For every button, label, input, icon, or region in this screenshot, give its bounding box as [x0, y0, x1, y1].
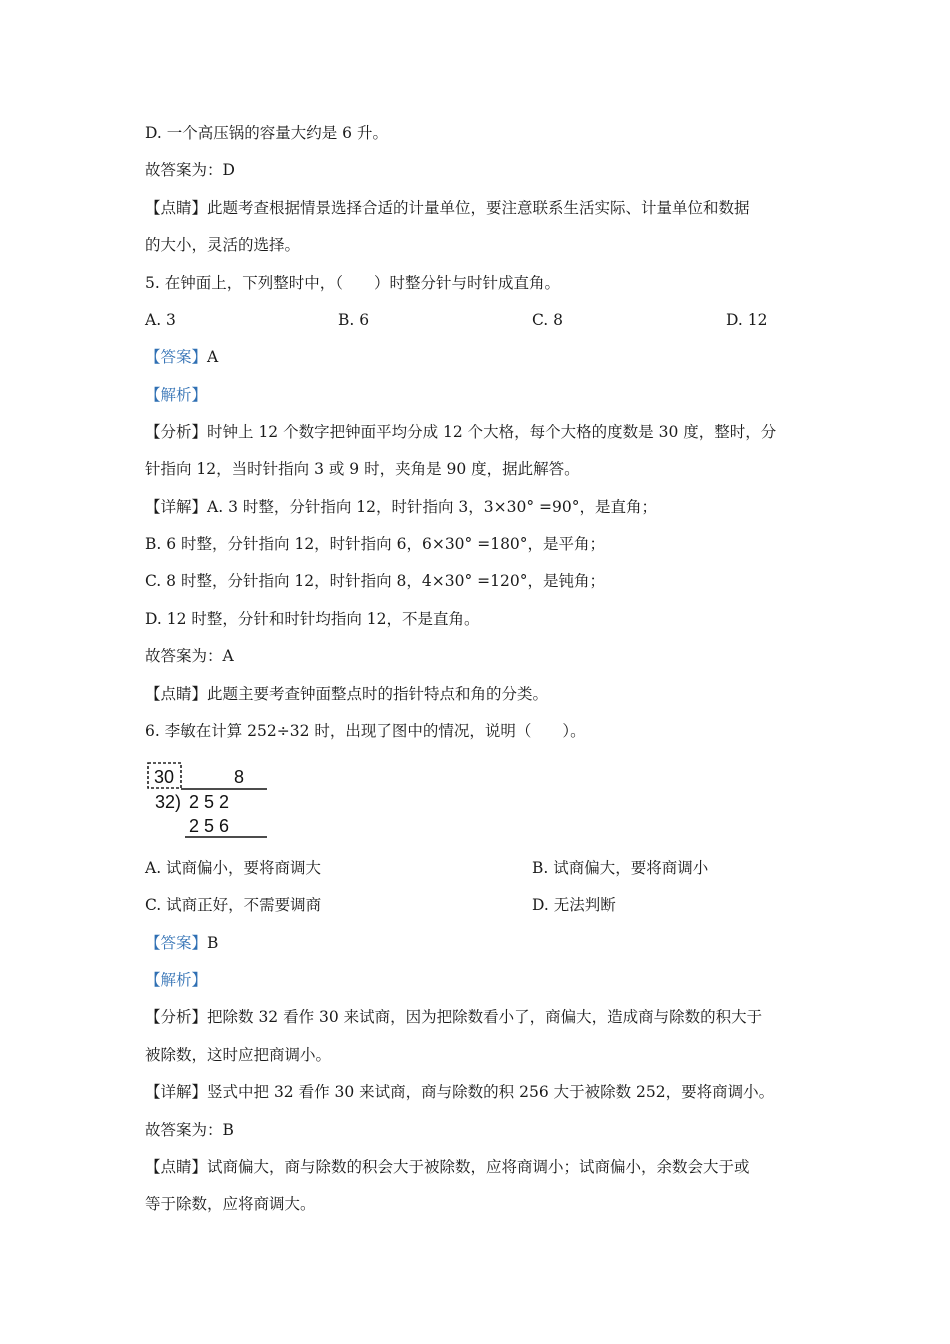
q4-dianjing-line2: 的大小，灵活的选择。: [145, 236, 301, 254]
fenxi-tag: 【分析】: [145, 1008, 208, 1026]
q6-option-b: B. 试商偏大，要将商调小: [532, 859, 709, 877]
answer-value: B: [207, 934, 219, 952]
q5-option-d: D. 12: [726, 311, 768, 329]
answer-tag: 【答案】: [145, 934, 208, 952]
q5-option-c: C. 8: [532, 311, 564, 329]
q6-option-d: D. 无法判断: [532, 896, 616, 914]
dianjing-tag: 【点睛】: [145, 199, 208, 217]
q4-final-answer: 故答案为：D: [145, 161, 235, 179]
fenxi-text: 把除数 32 看作 30 来试商，因为把除数看小了，商偏大，造成商与除数的积大于: [207, 1008, 763, 1026]
q4-option-d: D. 一个高压锅的容量大约是 6 升。: [145, 124, 388, 142]
q6-dianjing-line1: [145, 1156, 810, 1178]
q5-xiangjie-line4: D. 12 时整，分针和时针均指向 12，不是直角。: [145, 610, 480, 628]
q5-final-answer: 故答案为：A: [145, 647, 234, 665]
q5-xiangjie-line1: [145, 496, 810, 518]
q5-xiangjie-line3: C. 8 时整，分针指向 12，时针指向 8，4×30° =120°，是钝角；: [145, 572, 605, 590]
q5-dianjing: [145, 683, 810, 705]
xiangjie-text: 竖式中把 32 看作 30 来试商，商与除数的积 256 大于被除数 252，要将商调小。: [207, 1083, 775, 1101]
q6-xiangjie: [145, 1081, 810, 1103]
quotient-digit: 8: [234, 767, 245, 787]
q5-jiexi-tag: 【解析】: [145, 386, 208, 404]
dianjing-text: 此题主要考查钟面整点时的指针特点和角的分类。: [207, 685, 549, 703]
answer-value: A: [207, 348, 219, 366]
q6-dianjing-line2: 等于除数，应将商调大。: [145, 1195, 316, 1213]
product-text: 2 5 6: [189, 816, 230, 836]
trial-quotient-text: 30: [154, 767, 175, 787]
dianjing-text: 此题考查根据情景选择合适的计量单位，要注意联系生活实际、计量单位和数据: [207, 199, 750, 217]
dianjing-text: 试商偏大，商与除数的积会大于被除数，应将商调小；试商偏小，余数会大于或: [207, 1158, 750, 1176]
q6-answer: [145, 932, 810, 954]
q5-answer: [145, 346, 810, 368]
answer-tag: 【答案】: [145, 348, 208, 366]
q5-fenxi-line1: [145, 421, 810, 443]
long-division-figure: [145, 760, 275, 840]
q6-fenxi-line2: 被除数，这时应把商调小。: [145, 1046, 332, 1064]
dividend-text: 2 5 2: [189, 792, 230, 812]
q5-option-b: B. 6: [338, 311, 370, 329]
q6-option-c: C. 试商正好，不需要调商: [145, 896, 322, 914]
q5-option-a: A. 3: [145, 311, 176, 329]
q6-final-answer: 故答案为：B: [145, 1121, 234, 1139]
fenxi-tag: 【分析】: [145, 423, 208, 441]
q6-option-a: A. 试商偏小，要将商调大: [145, 859, 322, 877]
xiangjie-tag: 【详解】: [145, 1083, 208, 1101]
divisor-text: 32): [155, 792, 182, 812]
dianjing-tag: 【点睛】: [145, 685, 208, 703]
q5-stem: 5. 在钟面上，下列整时中，（ ）时整分针与时针成直角。: [145, 274, 560, 292]
q6-stem: 6. 李敏在计算 252÷32 时，出现了图中的情况，说明（ ）。: [145, 722, 586, 740]
q6-jiexi-tag: 【解析】: [145, 971, 208, 989]
q6-fenxi-line1: [145, 1006, 810, 1028]
q4-dianjing-line1: [145, 197, 810, 219]
dianjing-tag: 【点睛】: [145, 1158, 208, 1176]
q5-fenxi-line2: 针指向 12，当时针指向 3 或 9 时，夹角是 90 度，据此解答。: [145, 460, 580, 478]
xiangjie-tag: 【详解】: [145, 498, 208, 516]
q5-xiangjie-line2: B. 6 时整，分针指向 12，时针指向 6，6×30° =180°，是平角；: [145, 535, 606, 553]
fenxi-text: 时钟上 12 个数字把钟面平均分成 12 个大格，每个大格的度数是 30 度，整时，分: [207, 423, 777, 441]
xiangjie-text: A. 3 时整，分针指向 12，时针指向 3，3×30° =90°，是直角；: [207, 498, 658, 516]
